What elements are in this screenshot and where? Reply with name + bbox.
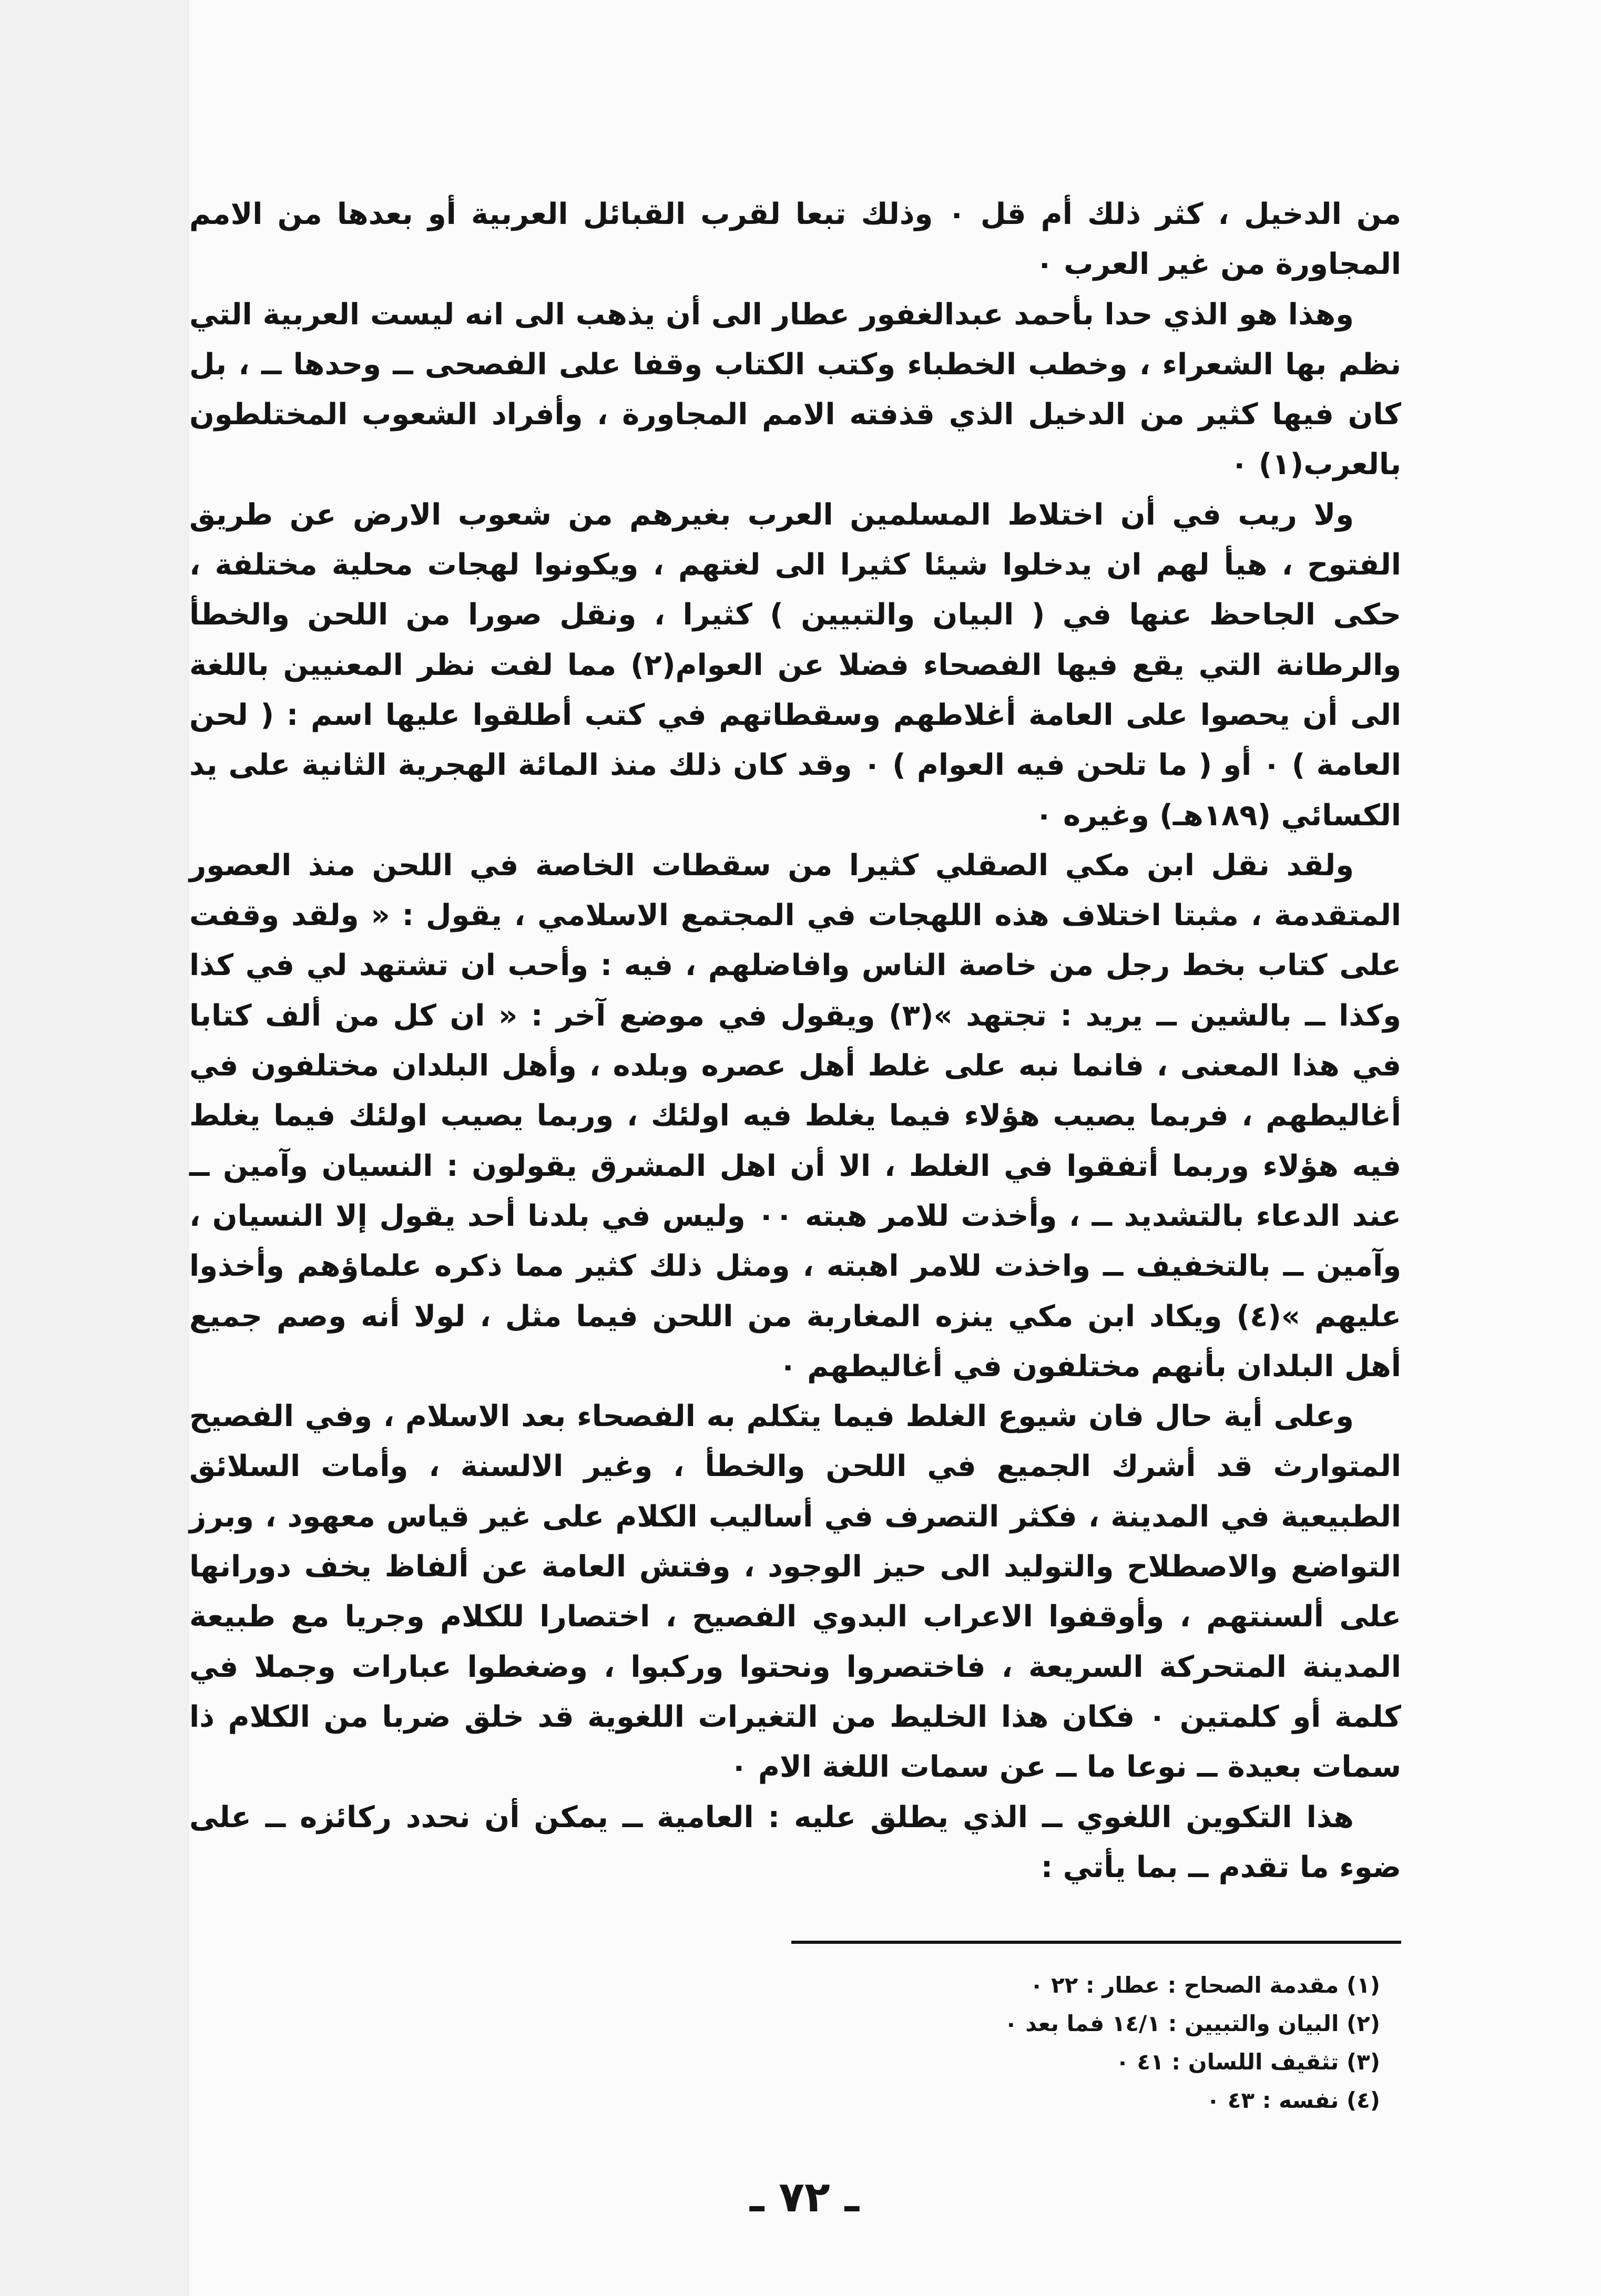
footnotes	[644, 1966, 1380, 2119]
paragraph-3: ولا ريب في أن اختلاط المسلمين العرب بغيرهم من شعوب الارض عن طريق الفتوح ، هيأ لهم ان يدخلوا شيئا كثيرا الى لغتهم ، ويكونوا لهجات محلية مختلفة ، حكى الجاحظ عنها في ( البيان والتبيين ) كثيرا ، ونقل صورا من اللحن والخطأ والرطانة التي يقع فيها الفصحاء فضلا عن العوام(٢) مما لفت نظر المعنيين باللغة الى أن يحصوا على العامة أغلاطهم وسقطاتهم في كتب أطلقوا عليها اسم : ( لحن العامة ) ٠ أو ( ما تلحن فيه العوام ) ٠ وقد كان ذلك منذ المائة الهجرية الثانية على يد الكسائي (١٨٩هـ) وغيره ٠	[189, 497, 1402, 833]
paragraph-2: وهذا هو الذي حدا بأحمد عبدالغفور عطار الى أن يذهب الى انه ليست العربية التي نظم بها الشعراء ، وخطب الخطباء وكتب الكتاب وقفا على الفصحى ــ وحدها ــ ، بل كان فيها كثير من الدخيل الذي قذفته الامم المجاورة ، وأفراد الشعوب المختلطون بالعرب(١) ٠	[189, 297, 1401, 482]
paragraph-4: ولقد نقل ابن مكي الصقلي كثيرا من سقطات الخاصة في اللحن منذ العصور المتقدمة ، مثبتا اختلاف هذه اللهجات في المجتمع الاسلامي ، يقول : « ولقد وقفت على كتاب بخط رجل من خاصة الناس وافاضلهم ، فيه : وأحب ان تشتهد لي في كذا وكذا ــ بالشين ــ يريد : تجتهد »(٣) ويقول في موضع آخر : « ان كل من ألف كتابا في هذا المعنى ، فانما نبه على غلط أهل عصره وبلده ، وأهل البلدان مختلفون في أغاليطهم ، فربما يصيب هؤلاء فيما يغلط فيه اولئك ، وربما يصيب اولئك فيما يغلط فيه هؤلاء وربما أتفقوا في الغلط ، الا أن اهل المشرق يقولون : النسيان وآمين ــ عند الدعاء بالتشديد ــ ، وأخذت للامر هبته ٠٠ وليس في بلدنا أحد يقول إلا النسيان ، وآمين ــ بالتخفيف ــ واخذت للامر اهبته ، ومثل ذلك كثير مما ذكره علماؤهم وأخذوا عليهم »(٤) ويكاد ابن مكي ينزه المغاربة من اللحن فيما مثل ، لولا أنه وصم جميع أهل البلدان بأنهم مختلفون في أغاليطهم ٠	[189, 848, 1401, 1383]
page-margin-shadow	[0, 0, 189, 2296]
paragraph-5: وعلى أية حال فان شيوع الغلط فيما يتكلم به الفصحاء بعد الاسلام ، وفي الفصيح المتوارث قد أشرك الجميع في اللحن والخطأ ، وغير الالسنة ، وأمات السلائق الطبيعية في المدينة ، فكثر التصرف في أساليب الكلام على غير قياس معهود ، وبرز التواضع والاصطلاح والتوليد الى حيز الوجود ، وفتش العامة عن ألفاظ يخف دورانها على ألسنتهم ، وأوقفوا الاعراب البدوي الفصيح ، اختصارا للكلام وجريا مع طبيعة المدينة المتحركة السريعة ، فاختصروا ونحتوا وركبوا ، وضغطوا عبارات وجملا في كلمة أو كلمتين ٠ فكان هذا الخليط من التغيرات اللغوية قد خلق ضربا من الكلام ذا سمات بعيدة ــ نوعا ما ــ عن سمات اللغة الام ٠	[189, 1399, 1401, 1785]
footnote-2: (٢) البيان والتبيين : ١٤/١ فما بعد ٠	[1004, 2011, 1380, 2036]
footnote-1: (١) مقدمة الصحاح : عطار : ٢٢ ٠	[1029, 1972, 1380, 1998]
paragraph-1: من الدخيل ، كثر ذلك أم قل ٠ وذلك تبعا لقرب القبائل العربية أو بعدها من الامم المجاورة من غير العرب ٠	[189, 197, 1401, 282]
footnote-separator	[791, 1941, 1401, 1944]
footnote-4: (٤) نفسه : ٤٣ ٠	[1206, 2087, 1380, 2113]
paragraph-6: هذا التكوين اللغوي ــ الذي يطلق عليه : العامية ــ يمكن أن نحدد ركائزه ــ على ضوء ما تقدم ــ بما يأتي :	[189, 1800, 1401, 1884]
footnote-3: (٣) تثقيف اللسان : ٤١ ٠	[1116, 2049, 1380, 2075]
body-text	[189, 189, 1401, 1892]
page-number: ـ ٧٢ ـ	[749, 2172, 860, 2221]
